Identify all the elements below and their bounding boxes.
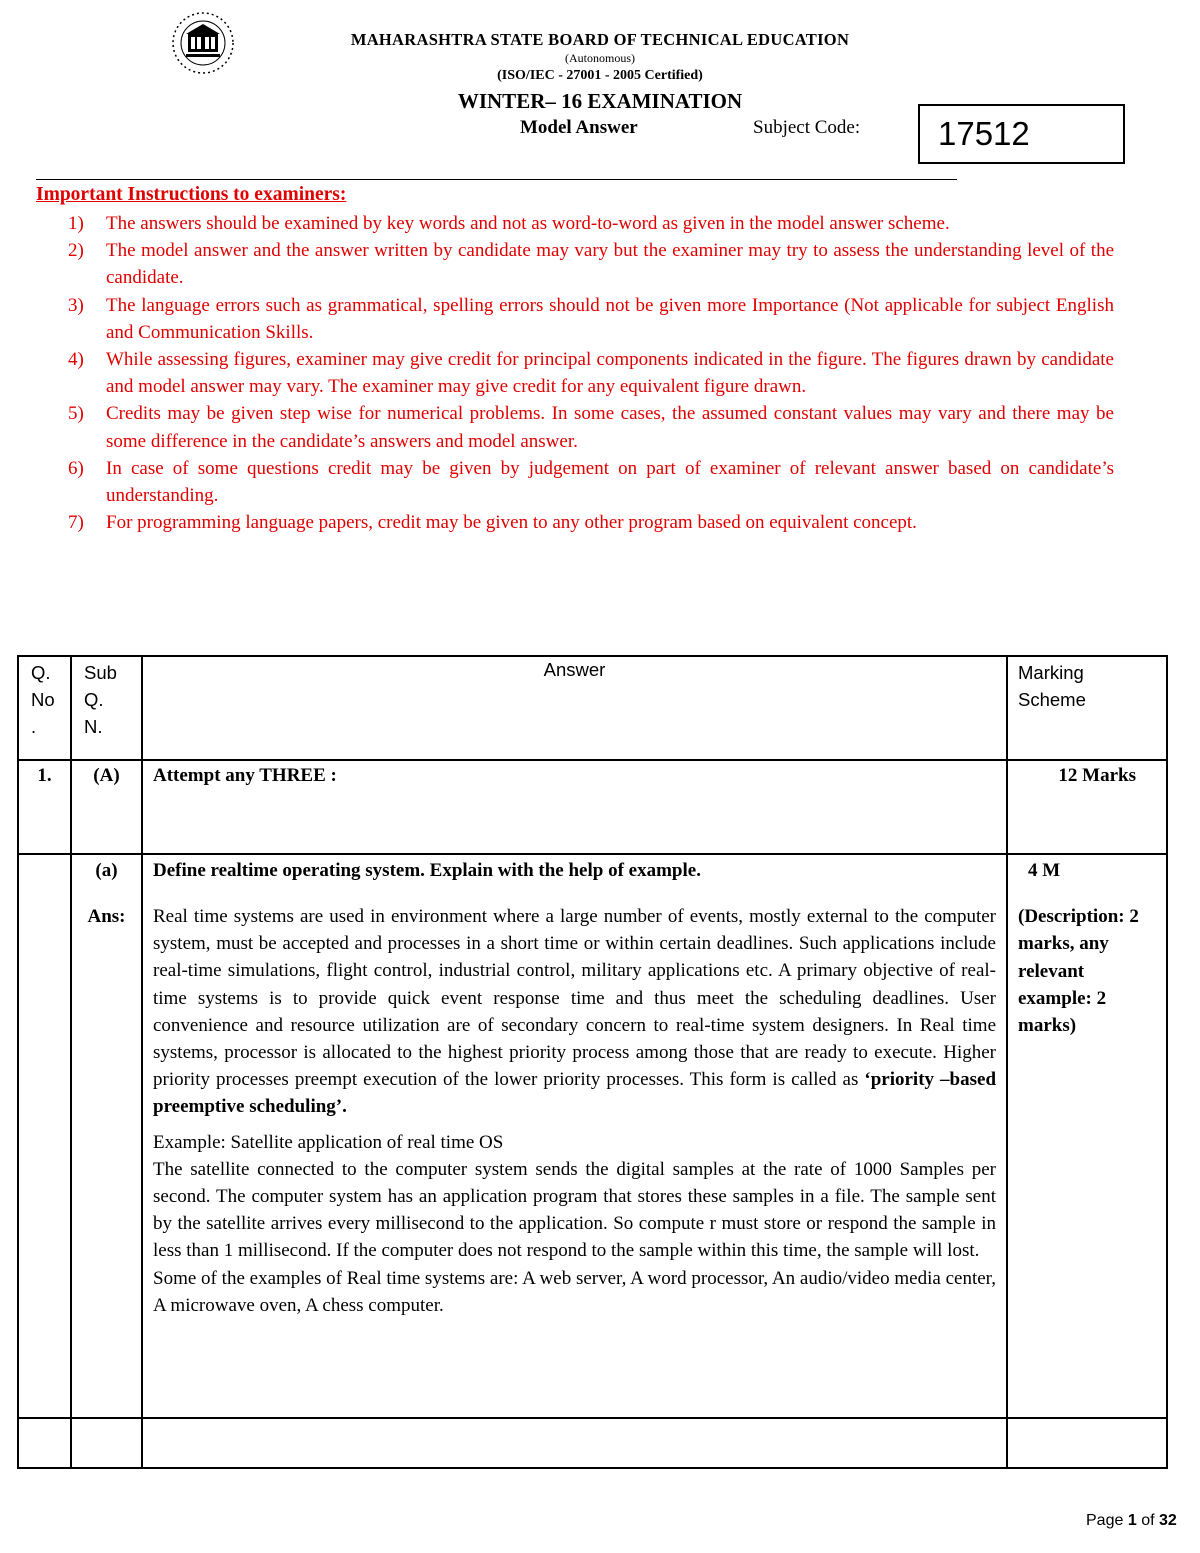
page-word: Page bbox=[1086, 1512, 1124, 1529]
page-total: 32 bbox=[1158, 1512, 1177, 1529]
question-q-no-cell bbox=[18, 854, 71, 1418]
page-of: of bbox=[1141, 1512, 1155, 1529]
instruction-item bbox=[68, 210, 1114, 237]
autonomous-label: (Autonomous) bbox=[565, 51, 635, 65]
section-row bbox=[18, 760, 1167, 854]
header-sub-line: Q. bbox=[84, 689, 104, 710]
answer-text: Real time systems are used in environment where a large number of events, mostly external to the computer system, must be accepted and processes in a short time or within certain deadlines. Such applications include real-time simulations, flight control, industrial control, military applications etc. A primary objective of real-time systems is to provide quick event response time and thus meet the scheduling deadlines. User convenience and resource utilization are of secondary concern to real-time system designers. In Real time systems, processor is allocated to the highest priority process among those that are ready to execute. Higher priority processes preempt execution of the lower priority processes. This form is called as bbox=[153, 906, 996, 1091]
header-sub-line: Sub bbox=[84, 662, 117, 683]
instruction-item bbox=[68, 237, 1114, 291]
example-title: Example: Satellite application of real time OS bbox=[153, 1131, 504, 1153]
example-body: The satellite connected to the computer system sends the digital samples at the rate of 1000 Samples per second. The computer system has an application program that stores these samples in a file. The sample sent by the satellite arrives every millisecond to the application. So compute r must store or respond the sample in less than 1 millisecond. If the computer does not respond to the sample within this time, the sample will lost. bbox=[153, 1158, 996, 1262]
instruction-number: 6) bbox=[68, 457, 84, 479]
ans-label: Ans: bbox=[87, 906, 126, 927]
instruction-item bbox=[68, 400, 1114, 454]
question-title: Define realtime operating system. Explain with the help of example. bbox=[153, 860, 701, 881]
example-block bbox=[153, 1129, 996, 1319]
question-sub-label: (a) bbox=[95, 860, 118, 881]
model-answer-label: Model Answer bbox=[520, 117, 638, 138]
instructions-title: Important Instructions to examiners: bbox=[36, 184, 347, 205]
board-name: MAHARASHTRA STATE BOARD OF TECHNICAL EDUCATION bbox=[350, 30, 850, 49]
answer-cell bbox=[142, 854, 1007, 1418]
answer-paragraph bbox=[153, 903, 996, 1121]
question-sub-cell bbox=[71, 854, 142, 1418]
page-number bbox=[1086, 1512, 1177, 1530]
instruction-item bbox=[68, 509, 1114, 536]
subject-code-box: 17512 bbox=[918, 104, 1125, 164]
header-marking-line: Marking bbox=[1018, 662, 1084, 683]
answer-table bbox=[17, 655, 1168, 1469]
instructions-list bbox=[68, 210, 1114, 536]
instruction-text: The model answer and the answer written by candidate may vary but the examiner may try to assess the understanding level of the candidate. bbox=[106, 240, 1114, 289]
instruction-item bbox=[68, 292, 1114, 346]
instruction-text: The language errors such as grammatical, spelling errors should not be given more Importance (Not applicable for subject English and Communication Skills. bbox=[106, 294, 1114, 343]
section-marks: 12 Marks bbox=[1007, 760, 1167, 854]
iso-certification: (ISO/IEC - 27001 - 2005 Certified) bbox=[497, 68, 703, 83]
header-marking-scheme bbox=[1007, 656, 1167, 760]
instruction-text: Credits may be given step wise for numerical problems. In some cases, the assumed constant values may vary and there may be some difference in the candidate’s answers and model answer. bbox=[106, 403, 1114, 452]
question-row bbox=[18, 854, 1167, 1418]
header-q-no bbox=[18, 656, 71, 760]
subject-code-label: Subject Code: bbox=[753, 117, 861, 138]
header-sub-q bbox=[71, 656, 142, 760]
page-current: 1 bbox=[1127, 1512, 1137, 1529]
empty-cell bbox=[18, 1418, 71, 1468]
instruction-text: For programming language papers, credit may be given to any other program based on equivalent concept. bbox=[106, 512, 917, 534]
marking-scheme-note: (Description: 2 marks, any relevant example: 2 marks) bbox=[1018, 906, 1139, 1037]
header-q-no-line: No bbox=[31, 689, 55, 710]
header-q-no-line: . bbox=[31, 716, 37, 737]
empty-cell bbox=[1007, 1418, 1167, 1468]
header-answer: Answer bbox=[142, 656, 1007, 760]
instruction-item bbox=[68, 346, 1114, 400]
section-instruction: Attempt any THREE : bbox=[142, 760, 1007, 854]
exam-title: WINTER– 16 EXAMINATION bbox=[457, 89, 743, 113]
table-header-row bbox=[18, 656, 1167, 760]
instruction-number: 1) bbox=[68, 213, 84, 234]
empty-cell bbox=[142, 1418, 1007, 1468]
instruction-number: 4) bbox=[68, 349, 84, 371]
examples-list: Some of the examples of Real time systems are: A web server, A word processor, An audio/video media center, A microwave oven, A chess computer. bbox=[153, 1267, 996, 1316]
header-sub-line: N. bbox=[84, 716, 103, 737]
empty-row bbox=[18, 1418, 1167, 1468]
section-q-no: 1. bbox=[18, 760, 71, 854]
empty-cell bbox=[71, 1418, 142, 1468]
header-q-no-line: Q. bbox=[31, 662, 51, 683]
marks-cell bbox=[1007, 854, 1167, 1418]
instruction-text: While assessing figures, examiner may give credit for principal components indicated in the figure. The figures drawn by candidate and model answer may vary. The examiner may give credit for any equivalent figure drawn. bbox=[106, 349, 1114, 398]
instruction-text: In case of some questions credit may be given by judgement on part of examiner of relevant answer based on candidate’s understanding. bbox=[106, 457, 1114, 507]
instruction-item bbox=[68, 455, 1114, 509]
question-marks: 4 M bbox=[1028, 860, 1061, 881]
instruction-number: 2) bbox=[68, 240, 84, 262]
instruction-text: The answers should be examined by key words and not as word-to-word as given in the model answer scheme. bbox=[106, 213, 950, 234]
section-sub: (A) bbox=[71, 760, 142, 854]
header-divider bbox=[36, 179, 957, 180]
instruction-number: 5) bbox=[68, 403, 84, 425]
header-marking-line: Scheme bbox=[1018, 689, 1086, 710]
instruction-number: 3) bbox=[68, 294, 84, 316]
instruction-number: 7) bbox=[68, 512, 84, 534]
answer-bold-term: ‘priority –based preemptive scheduling’. bbox=[153, 1069, 997, 1118]
